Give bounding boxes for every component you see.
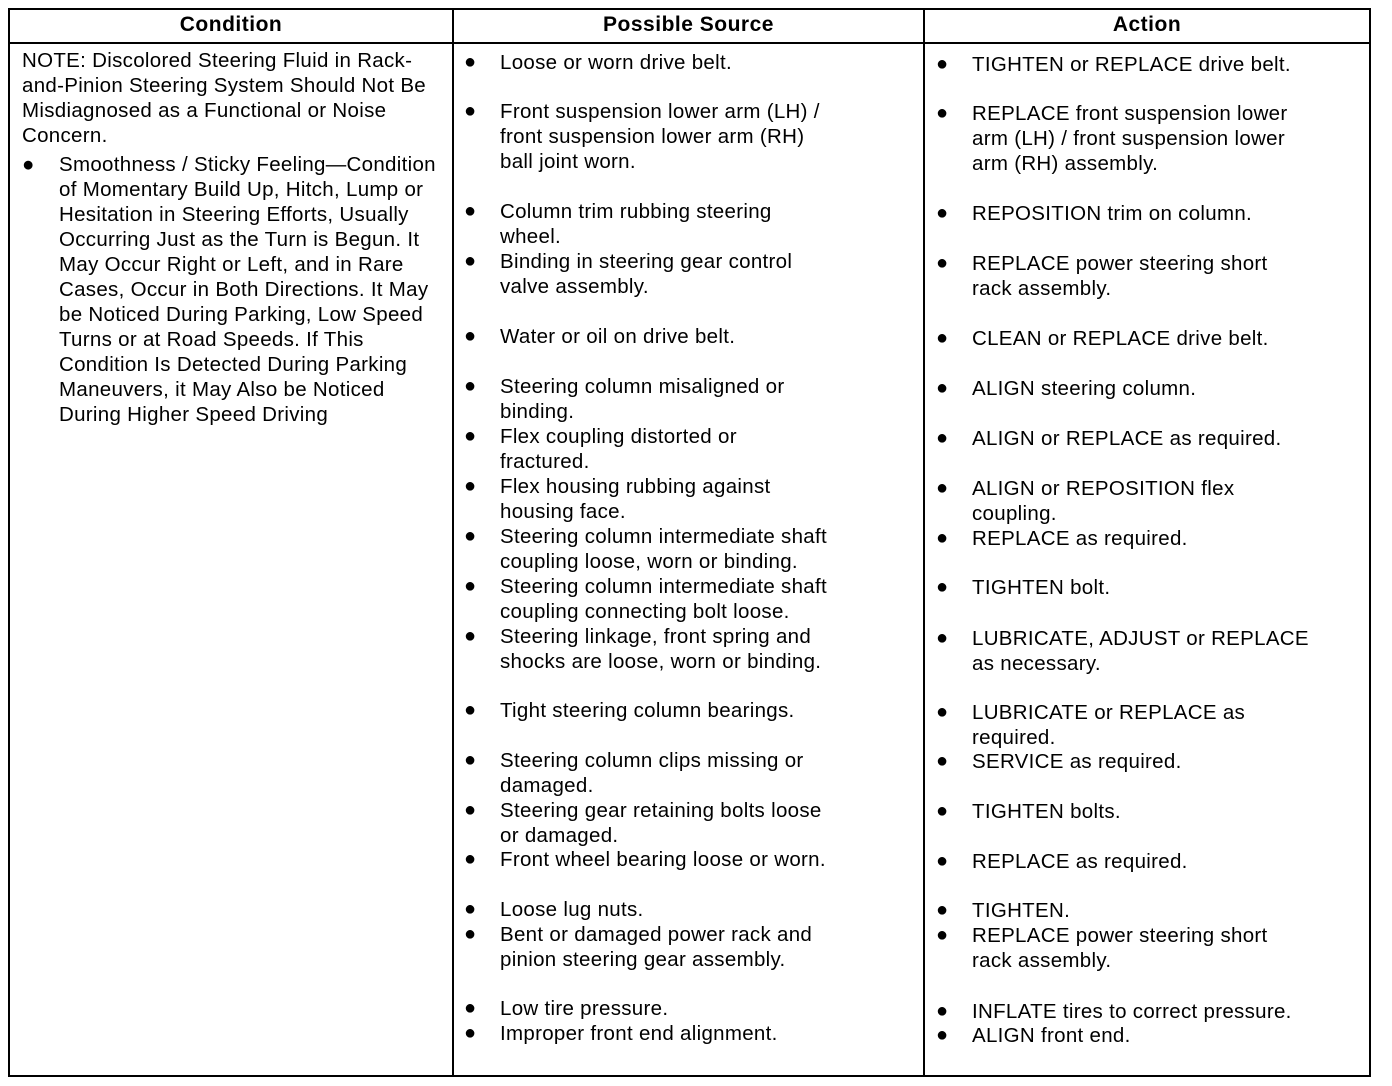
bullet-icon: ● (464, 997, 477, 1019)
source-text: Front suspension lower arm (LH) / front suspension lower arm (RH) ball joint worn. (500, 100, 820, 173)
source-text: Low tire pressure. (500, 997, 669, 1020)
source-text: Steering column intermediate shaft coupling loose, worn or binding. (500, 525, 827, 573)
bullet-icon: ● (464, 1022, 477, 1044)
bullet-icon: ● (936, 202, 949, 224)
bullet-icon: ● (936, 750, 949, 772)
bullet-icon: ● (936, 899, 949, 921)
bullet-icon: ● (936, 252, 949, 274)
action-text: REPLACE as required. (972, 527, 1188, 550)
bullet-icon: ● (936, 627, 949, 649)
column-divider-1 (452, 8, 454, 1077)
source-text: Steering gear retaining bolts loose or damaged. (500, 799, 822, 847)
bullet-icon: ● (936, 576, 949, 598)
source-text: Steering column intermediate shaft coupling connecting bolt loose. (500, 575, 827, 623)
bullet-icon: ● (464, 749, 477, 771)
bullet-icon: ● (936, 327, 949, 349)
bullet-icon: ● (464, 575, 477, 597)
action-text: LUBRICATE, ADJUST or REPLACE as necessary. (972, 627, 1309, 675)
bullet-icon: ● (936, 377, 949, 399)
condition-item-text: Smoothness / Sticky Feeling—Condition of Momentary Build Up, Hitch, Lump or Hesitation in Steering Efforts, Usually Occurring Just as the Turn is Begun. It May Occur Right or Left, and in Rare Cases, Occur in Both Directions. It May be Noticed During Parking, Low Speed Turns or at Road Speeds. If This Condition Is Detected During Parking Maneuvers, it May Also be Noticed During Higher Speed Driving (59, 153, 436, 426)
bullet-icon: ● (464, 325, 477, 347)
column-divider-2 (923, 8, 925, 1077)
header-possible-source: Possible Source (454, 8, 923, 44)
bullet-icon: ● (464, 200, 477, 222)
bullet-icon: ● (936, 1000, 949, 1022)
bullet-icon: ● (936, 1024, 949, 1046)
bullet-icon: ● (464, 375, 477, 397)
bullet-icon: ● (936, 924, 949, 946)
action-text: REPLACE power steering short rack assembly. (972, 924, 1268, 972)
bullet-icon: ● (464, 799, 477, 821)
bullet-icon: ● (936, 427, 949, 449)
action-text: SERVICE as required. (972, 750, 1182, 773)
bullet-icon: ● (936, 800, 949, 822)
action-text: TIGHTEN. (972, 899, 1071, 922)
action-text: ALIGN or REPOSITION flex coupling. (972, 477, 1235, 525)
source-text: Loose or worn drive belt. (500, 51, 732, 74)
source-text: Front wheel bearing loose or worn. (500, 848, 826, 871)
source-text: Binding in steering gear control valve assembly. (500, 250, 793, 298)
action-text: REPLACE as required. (972, 850, 1188, 873)
condition-item (22, 152, 442, 427)
bullet-icon: ● (22, 153, 35, 176)
source-text: Flex coupling distorted or fractured. (500, 425, 737, 473)
source-text: Steering column misaligned or binding. (500, 375, 785, 423)
source-text: Flex housing rubbing against housing face. (500, 475, 771, 523)
source-text: Steering linkage, front spring and shocks are loose, worn or binding. (500, 625, 822, 673)
action-text: TIGHTEN or REPLACE drive belt. (972, 53, 1291, 76)
bullet-icon: ● (936, 527, 949, 549)
bullet-icon: ● (464, 51, 477, 73)
bullet-icon: ● (464, 898, 477, 920)
action-text: ALIGN front end. (972, 1024, 1131, 1047)
action-text: LUBRICATE or REPLACE as required. (972, 701, 1246, 749)
source-text: Bent or damaged power rack and pinion steering gear assembly. (500, 923, 813, 971)
bullet-icon: ● (936, 53, 949, 75)
action-text: TIGHTEN bolts. (972, 800, 1121, 823)
source-text: Loose lug nuts. (500, 898, 644, 921)
condition-column (22, 48, 442, 427)
bullet-icon: ● (936, 102, 949, 124)
source-text: Tight steering column bearings. (500, 699, 795, 722)
source-text: Column trim rubbing steering wheel. (500, 200, 772, 248)
action-text: INFLATE tires to correct pressure. (972, 1000, 1292, 1023)
condition-note: NOTE: Discolored Steering Fluid in Rack-and-Pinion Steering System Should Not Be Misdiagnosed as a Functional or Noise Concern. (22, 49, 427, 147)
bullet-icon: ● (464, 848, 477, 870)
bullet-icon: ● (936, 850, 949, 872)
bullet-icon: ● (936, 477, 949, 499)
action-text: TIGHTEN bolt. (972, 576, 1111, 599)
bullet-icon: ● (464, 475, 477, 497)
bullet-icon: ● (464, 923, 477, 945)
bullet-icon: ● (464, 100, 477, 122)
action-text: REPOSITION trim on column. (972, 202, 1253, 225)
bullet-icon: ● (464, 699, 477, 721)
bullet-icon: ● (464, 250, 477, 272)
bullet-icon: ● (464, 525, 477, 547)
action-text: ALIGN or REPLACE as required. (972, 427, 1282, 450)
header-action: Action (925, 8, 1369, 44)
bullet-icon: ● (936, 701, 949, 723)
source-text: Water or oil on drive belt. (500, 325, 736, 348)
action-text: CLEAN or REPLACE drive belt. (972, 327, 1269, 350)
source-text: Improper front end alignment. (500, 1022, 778, 1045)
source-text: Steering column clips missing or damaged. (500, 749, 804, 797)
header-condition: Condition (10, 8, 452, 44)
bullet-icon: ● (464, 625, 477, 647)
action-text: REPLACE front suspension lower arm (LH) / front suspension lower arm (RH) assembly. (972, 102, 1288, 175)
action-text: REPLACE power steering short rack assembly. (972, 252, 1268, 300)
action-text: ALIGN steering column. (972, 377, 1197, 400)
bullet-icon: ● (464, 425, 477, 447)
